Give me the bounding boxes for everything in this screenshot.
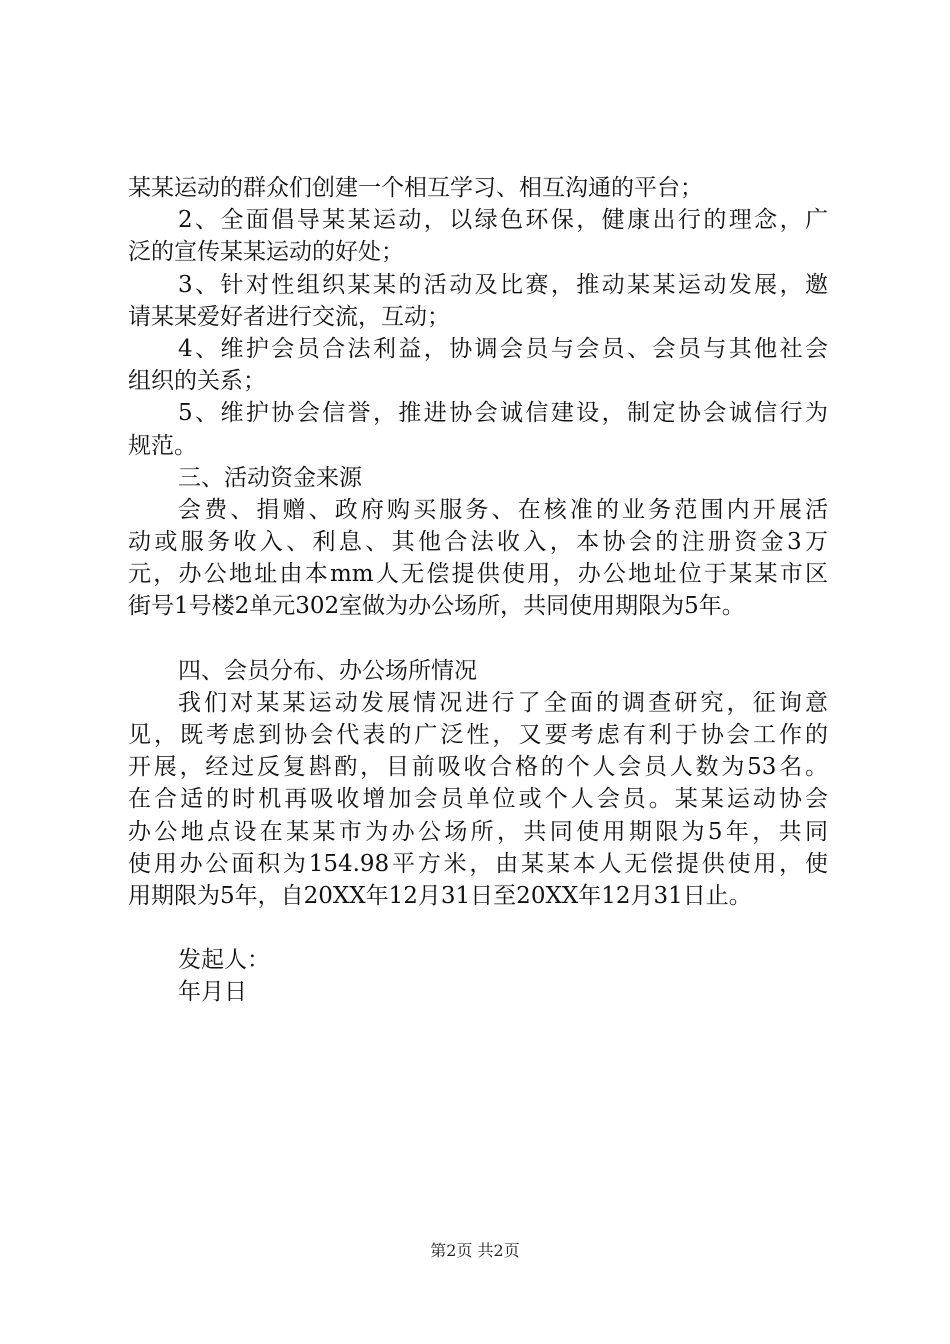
- section-heading: 四、会员分布、办公场所情况: [178, 657, 477, 684]
- signature-label: 发起人：: [178, 947, 270, 974]
- paragraph-line: 我们对某某运动发展情况进行了全面的调查研究，征询意: [178, 689, 828, 716]
- paragraph-line: 请某某爱好者进行交流，互动；: [128, 303, 450, 330]
- paragraph-line: 2、全面倡导某某运动，以绿色环保，健康出行的理念，广: [178, 207, 828, 234]
- page-number-footer: 第2页 共2页: [430, 1241, 520, 1260]
- paragraph-line: 泛的宣传某某运动的好处；: [128, 239, 404, 266]
- paragraph-line: 会费、捐赠、政府购买服务、在核准的业务范围内开展活: [178, 496, 828, 523]
- paragraph-line: 街号1号楼2单元302室做为办公场所，共同使用期限为5年。: [128, 593, 745, 620]
- paragraph-spacer: [128, 912, 828, 944]
- paragraph-line: 见，既考虑到协会代表的广泛性，又要考虑有利于协会工作的: [128, 722, 828, 748]
- date-label: 年月日: [178, 979, 247, 1006]
- paragraph-line: 在合适的时机再吸收增加会员单位或个人会员。某某运动协会: [128, 786, 828, 813]
- paragraph-line: 5、维护协会信誉，推进协会诚信建设，制定协会诚信行为: [178, 400, 828, 427]
- paragraph-spacer: [128, 623, 828, 655]
- paragraph-line: 用期限为5年，自20XX年12月31日至20XX年12月31日止。: [128, 882, 752, 909]
- document-body: [128, 172, 828, 1009]
- paragraph-line: 3、针对性组织某某的活动及比赛，推动某某运动发展，邀: [178, 271, 828, 298]
- paragraph-line: 组织的关系；: [128, 368, 266, 395]
- paragraph-line: 某某运动的群众们创建一个相互学习、相互沟通的平台；: [128, 175, 703, 201]
- section-heading: 三、活动资金来源: [178, 464, 362, 491]
- paragraph-line: 规范。: [128, 432, 197, 459]
- paragraph-line: 开展，经过反复斟酌，目前吸收合格的个人会员人数为53名。: [128, 754, 828, 781]
- paragraph-line: 办公地点设在某某市为办公场所，共同使用期限为5年，共同: [128, 818, 828, 845]
- paragraph-line: 使用办公面积为154.98平方米，由某某本人无偿提供使用，使: [128, 850, 828, 877]
- paragraph-line: 4、维护会员合法利益，协调会员与会员、会员与其他社会: [178, 335, 828, 362]
- paragraph-line: 元，办公地址由本mm人无偿提供使用，办公地址位于某某市区: [128, 561, 828, 588]
- paragraph-line: 动或服务收入、利息、其他合法收入，本协会的注册资金3万: [128, 529, 828, 556]
